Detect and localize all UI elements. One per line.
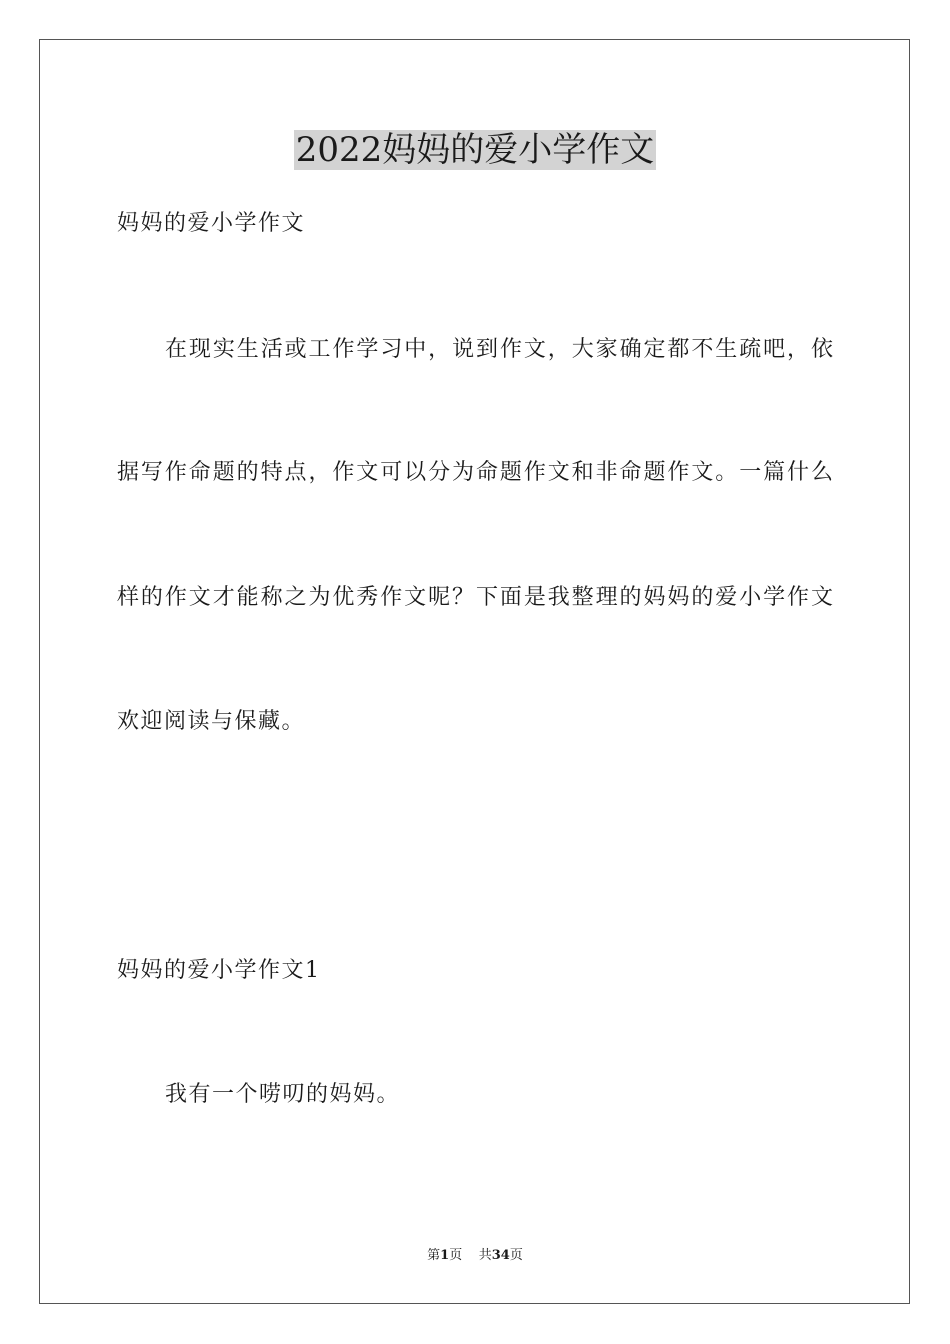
document-title-text: 2022妈妈的爱小学作文 (295, 130, 655, 170)
footer-total-pages: 34 (491, 1248, 510, 1263)
page-footer (0, 1247, 950, 1265)
footer-total-suffix: 页 (509, 1248, 523, 1263)
footer-page-prefix: 第 (427, 1248, 441, 1263)
intro-line-1: 在现实生活或工作学习中，说到作文，大家确定都不生疏吧，依 (165, 337, 833, 362)
document-subtitle: 妈妈的爱小学作文 (117, 211, 306, 236)
footer-total-prefix: 共 (478, 1248, 492, 1263)
footer-page-number: 1 (440, 1248, 450, 1263)
intro-line-4: 欢迎阅读与保藏。 (117, 709, 306, 734)
document-title (0, 126, 950, 174)
footer-page-suffix: 页 (449, 1248, 463, 1263)
section-heading: 妈妈的爱小学作文1 (117, 958, 321, 983)
section-first-line: 我有一个唠叨的妈妈。 (165, 1082, 401, 1107)
intro-line-2: 据写作命题的特点，作文可以分为命题作文和非命题作文。一篇什么 (117, 460, 833, 485)
intro-line-3: 样的作文才能称之为优秀作文呢？下面是我整理的妈妈的爱小学作文 (117, 585, 833, 610)
